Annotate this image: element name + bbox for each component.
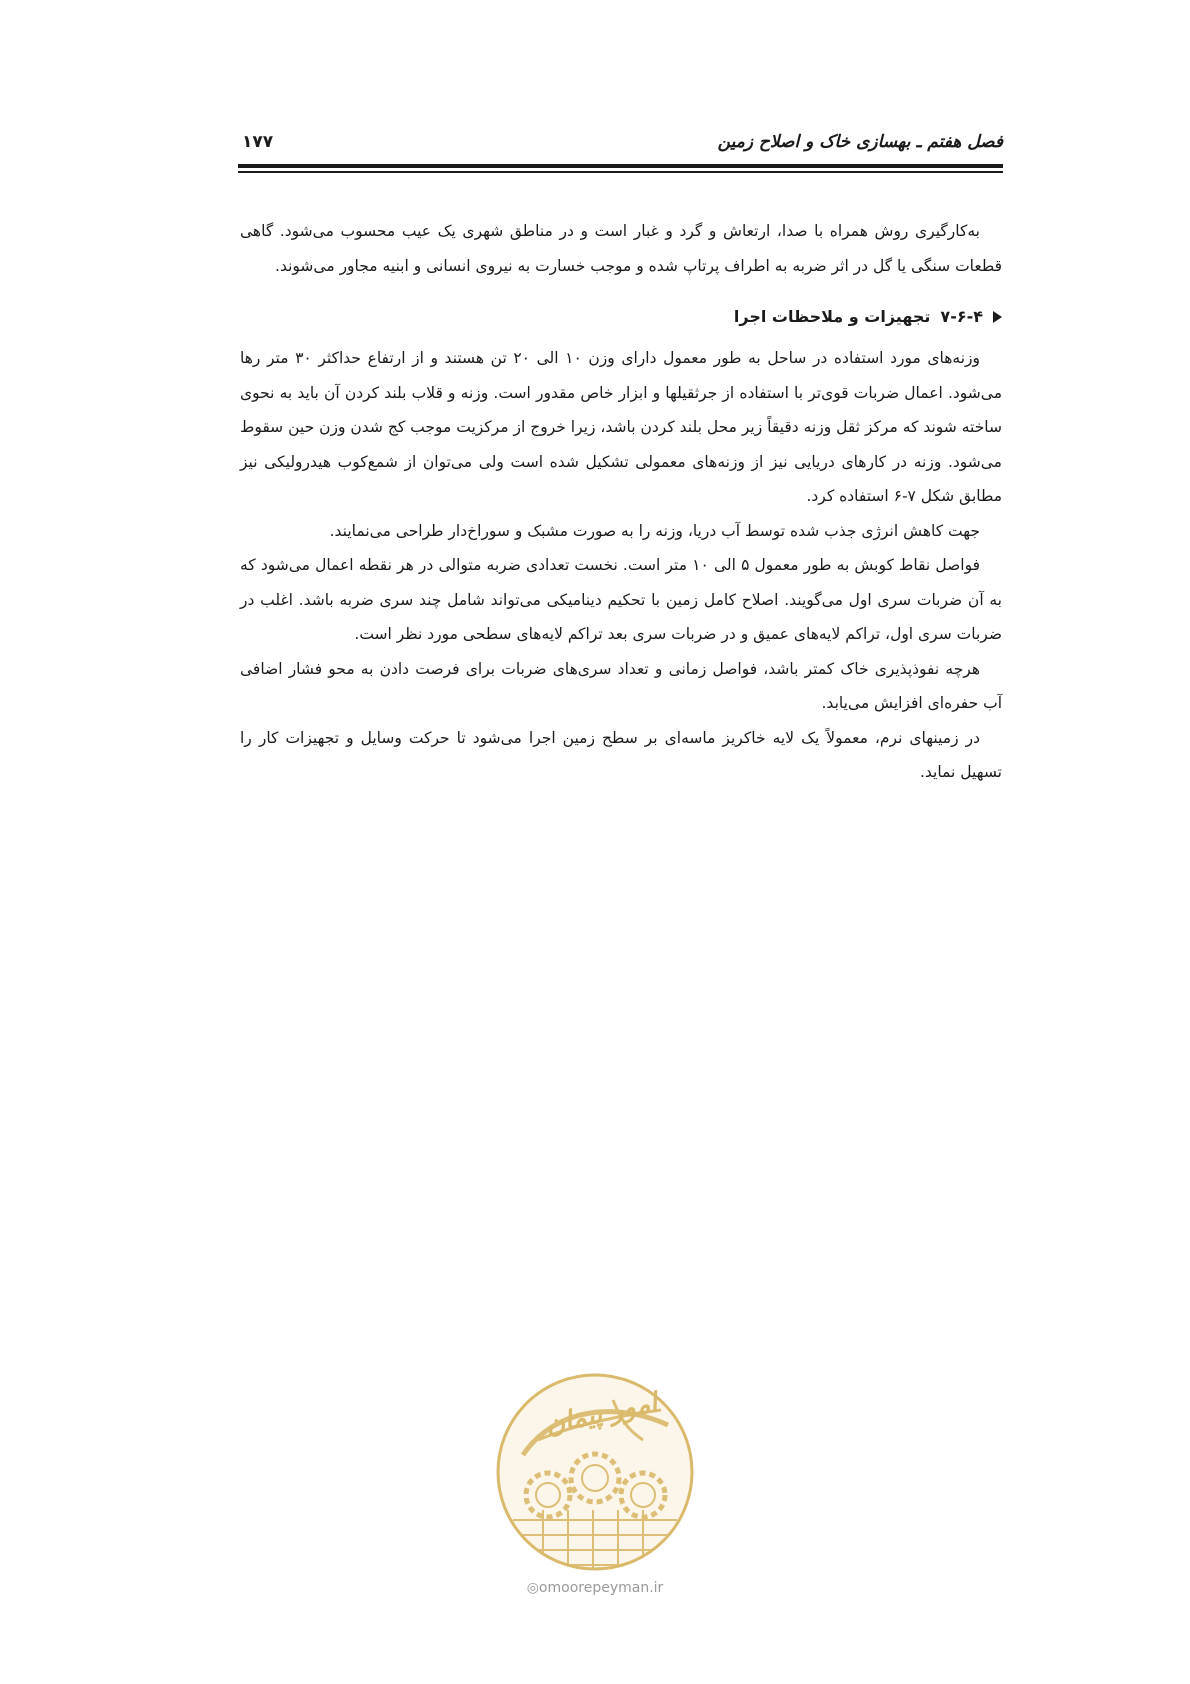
body-text — [240, 214, 1002, 790]
section-title: تجهیزات و ملاحظات اجرا — [733, 307, 931, 326]
watermark-logo — [493, 1370, 697, 1574]
logo-text: امور پیمان — [542, 1387, 660, 1441]
watermark-url-text: omoorepeyman.ir — [538, 1580, 664, 1596]
section-heading — [240, 305, 1002, 329]
page-header — [238, 128, 1003, 162]
header-rule-thin — [238, 171, 1003, 173]
paragraph: وزنه‌های مورد استفاده در ساحل به طور معمول دارای وزن ۱۰ الی ۲۰ تن هستند و از ارتفاع حداکثر ۳۰ متر رها می‌شود. اعمال ضربات قوی‌تر با استفاده از جرثقیلها و ابزار خاص مقدور است. وزنه و قلاب بلند کردن آن باید به نحوی ساخته شوند که مرکز ثقل وزنه دقیقاً زیر محل بلند کردن باشد، زیرا خروج از مرکزیت موجب کج شدن وزن حین سقوط می‌شود. وزنه در کارهای دریایی نیز از وزنه‌های معمولی تشکیل شده است ولی می‌توان از شمع‌کوب هیدرولیکی نیز مطابق شکل ۷-۶ استفاده کرد. — [240, 349, 1002, 505]
paragraph: هرچه نفوذپذیری خاک کمتر باشد، فواصل زمانی و تعداد سری‌های ضربات برای فرصت دادن به محو فشار اضافی آب حفره‌ای افزایش می‌یابد. — [240, 659, 1002, 712]
globe-icon: ◎ — [526, 1580, 539, 1596]
intro-paragraph: به‌کارگیری روش همراه با صدا، ارتعاش و گرد و غبار است و در مناطق شهری یک عیب محسوب می‌شود. گاهی قطعات سنگی یا گل در اثر ضربه به اطراف پرتاپ شده و موجب خسارت به نیروی انسانی و ابنیه مجاور می‌شوند. — [240, 222, 1002, 275]
page-number: ۱۷۷ — [242, 132, 274, 152]
section-number: ۷-۶-۴ — [940, 307, 983, 326]
header-rule-thick — [238, 164, 1003, 168]
paragraph: فواصل نقاط کوبش به طور معمول ۵ الی ۱۰ متر است. نخست تعدادی ضربه متوالی در هر نقطه اعمال می‌شود که به آن ضربات سری اول می‌گویند. اصلاح کامل زمین با تحکیم دینامیکی می‌تواند شامل چند سری ضربه باشد. اغلب در ضربات سری اول، تراکم لایه‌های عمیق و در ضربات سری بعد تراکم لایه‌های سطحی مورد نظر است. — [240, 556, 1002, 643]
watermark-url — [495, 1580, 695, 1596]
paragraph: جهت کاهش انرژی جذب شده توسط آب دریا، وزنه را به صورت مشبک و سوراخ‌دار طراحی می‌نمایند. — [329, 521, 980, 540]
paragraph: در زمینهای نرم، معمولاً یک لایه خاکریز ماسه‌ای بر سطح زمین اجرا می‌شود تا حرکت وسایل و تجهیزات کار را تسهیل نماید. — [240, 728, 1002, 781]
triangle-bullet-icon — [993, 311, 1002, 323]
running-title: فصل هفتم ـ بهسازی خاک و اصلاح زمین — [717, 132, 1003, 152]
